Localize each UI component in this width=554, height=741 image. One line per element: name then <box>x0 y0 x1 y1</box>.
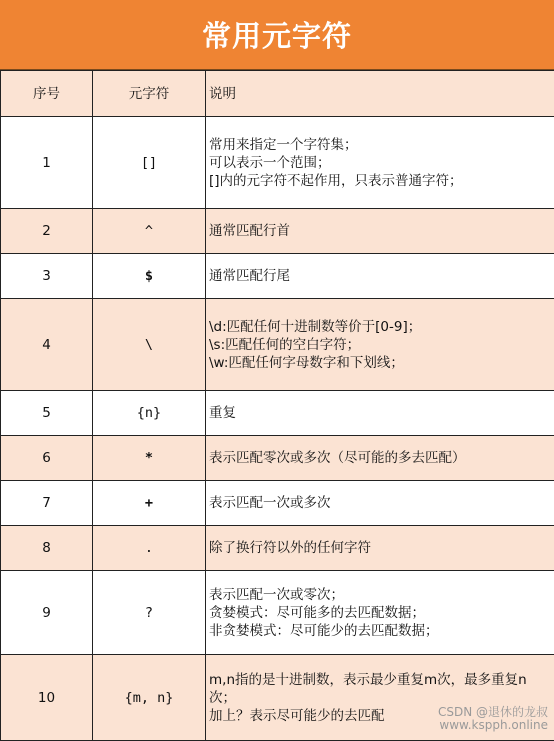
row-symbol: + <box>93 481 206 526</box>
row-description <box>206 526 554 571</box>
row-symbol: . <box>93 526 206 571</box>
header-metachar: 元字符 <box>93 71 206 117</box>
description-line: 通常匹配行尾 <box>209 267 550 285</box>
description-line: \s:匹配任何的空白字符； <box>209 336 550 354</box>
description-line: 可以表示一个范围； <box>209 154 550 172</box>
row-number: 4 <box>1 299 93 391</box>
watermark-site: www.kspph.online <box>438 719 548 732</box>
description-line: 表示匹配一次或多次 <box>209 494 550 512</box>
row-symbol: [] <box>93 117 206 209</box>
row-description <box>206 117 554 209</box>
table-row <box>1 526 554 571</box>
row-description <box>206 481 554 526</box>
header-description: 说明 <box>206 71 554 117</box>
table-row <box>1 655 554 741</box>
row-description <box>206 254 554 299</box>
row-symbol: {m, n} <box>93 655 206 741</box>
row-description <box>206 299 554 391</box>
row-number: 3 <box>1 254 93 299</box>
table-row <box>1 117 554 209</box>
row-number: 5 <box>1 391 93 436</box>
table-row <box>1 571 554 655</box>
description-line: 加上？表示尽可能少的去匹配 <box>209 707 550 725</box>
header-row <box>1 71 554 117</box>
table-row <box>1 391 554 436</box>
row-description <box>206 209 554 254</box>
row-symbol: {n} <box>93 391 206 436</box>
row-symbol: ^ <box>93 209 206 254</box>
description-line: 贪婪模式：尽可能多的去匹配数据； <box>209 604 550 622</box>
row-number: 1 <box>1 117 93 209</box>
table-row <box>1 209 554 254</box>
row-description <box>206 655 554 741</box>
description-line: 表示匹配零次或多次（尽可能的多去匹配） <box>209 449 550 467</box>
metachar-table <box>0 70 554 741</box>
row-symbol: * <box>93 436 206 481</box>
description-line: m,n指的是十进制数，表示最少重复m次，最多重复n次； <box>209 671 550 707</box>
description-line: 表示匹配一次或零次； <box>209 586 550 604</box>
row-number: 8 <box>1 526 93 571</box>
row-description <box>206 571 554 655</box>
description-line: 除了换行符以外的任何字符 <box>209 539 550 557</box>
description-line: \d:匹配任何十进制数等价于[0-9]； <box>209 318 550 336</box>
row-number: 7 <box>1 481 93 526</box>
table-title: 常用元字符 <box>0 0 554 70</box>
row-description <box>206 391 554 436</box>
row-number: 6 <box>1 436 93 481</box>
description-line: 常用来指定一个字符集； <box>209 136 550 154</box>
row-number: 10 <box>1 655 93 741</box>
row-description <box>206 436 554 481</box>
table-row <box>1 299 554 391</box>
description-line: 通常匹配行首 <box>209 222 550 240</box>
row-number: 2 <box>1 209 93 254</box>
description-line: []内的元字符不起作用，只表示普通字符； <box>209 172 550 190</box>
table-row <box>1 436 554 481</box>
row-symbol: \ <box>93 299 206 391</box>
description-line: 非贪婪模式：尽可能少的去匹配数据； <box>209 622 550 640</box>
table-row <box>1 254 554 299</box>
description-line: \w:匹配任何字母数字和下划线； <box>209 354 550 372</box>
row-symbol: ? <box>93 571 206 655</box>
table-row <box>1 481 554 526</box>
row-symbol: $ <box>93 254 206 299</box>
description-line: 重复 <box>209 404 550 422</box>
row-number: 9 <box>1 571 93 655</box>
header-number: 序号 <box>1 71 93 117</box>
watermark-author: CSDN @退休的龙叔 <box>438 706 548 719</box>
